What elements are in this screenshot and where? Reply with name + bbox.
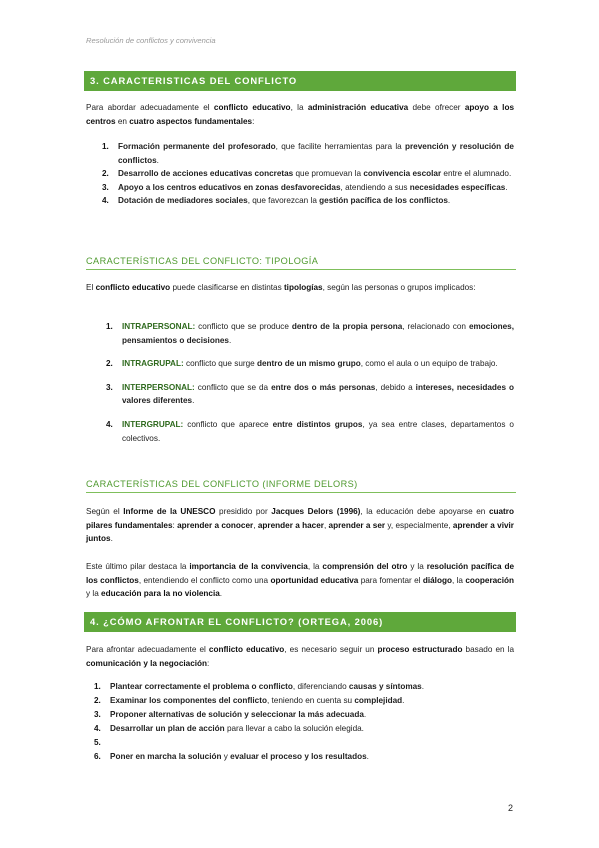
text-run: , entendiendo el conflicto como una: [138, 575, 271, 585]
text-run: conflicto que surge: [183, 359, 257, 369]
emphasis-text: Proponer alternativas de solución y seleccionar la más adecuada: [110, 710, 364, 720]
list-item: [86, 357, 514, 371]
text-run: :: [252, 116, 255, 126]
list-item-text: [110, 682, 424, 691]
emphasis-text: comprensión del otro: [322, 562, 408, 571]
text-run: .: [447, 196, 451, 206]
list-item-text: [118, 196, 450, 205]
list-item-text: [122, 420, 514, 443]
emphasis-text: dentro de un mismo grupo: [256, 359, 361, 369]
emphasis-text: gestión pacífica de los conflictos: [319, 196, 448, 206]
tipologia-list: [86, 320, 514, 455]
list-item-text: [118, 142, 514, 165]
tipologia-intro: [86, 281, 514, 295]
text-run: para llevar a cabo la solución elegida.: [224, 724, 364, 734]
text-run: presidido por: [215, 507, 272, 516]
text-run: basado en la: [462, 645, 515, 654]
emphasis-text: dentro de la propia persona: [291, 322, 403, 331]
emphasis-text: necesidades específicas: [409, 182, 506, 192]
text-run: .: [505, 182, 508, 192]
emphasis-text: resolución pacífica de los conflictos: [86, 562, 514, 585]
list-item: [86, 181, 514, 195]
text-run: :: [207, 658, 210, 668]
emphasis-text: Examinar los componentes del conflicto: [110, 696, 267, 706]
text-run: y, especialmente,: [385, 520, 453, 530]
list-item: [86, 694, 514, 708]
emphasis-text: proceso estructurado: [377, 645, 463, 654]
list-item: [86, 722, 514, 736]
list-number: 3.: [106, 382, 113, 392]
emphasis-text: conflicto educativo: [95, 283, 171, 292]
text-run: , la educación debe apoyarse en: [360, 507, 489, 516]
list-item-text: [110, 696, 404, 705]
text-run: .: [366, 752, 369, 762]
emphasis-text: aprender a vivir juntos: [86, 520, 514, 544]
text-run: ,: [253, 520, 258, 530]
text-run: , como el aula o un equipo de trabajo.: [360, 359, 498, 369]
type-label: INTRAGRUPAL:: [122, 359, 184, 369]
emphasis-text: aprender a hacer: [257, 520, 324, 530]
emphasis-text: intereses, necesidades o valores diferentes: [122, 382, 514, 406]
page-number: 2: [508, 803, 514, 813]
emphasis-text: Plantear correctamente el problema o conflicto: [110, 682, 293, 691]
list-item: [86, 194, 514, 208]
text-run: , es necesario seguir un: [284, 645, 378, 654]
emphasis-text: importancia de la convivencia: [189, 562, 308, 571]
list-number: 1.: [106, 322, 113, 331]
emphasis-text: Desarrollar un plan de acción: [110, 724, 225, 734]
emphasis-text: comunicación y la negociación: [86, 658, 208, 668]
emphasis-text: conflicto educativo: [213, 103, 291, 112]
list-number: 6.: [94, 752, 101, 762]
text-run: Este último pilar destaca la: [86, 562, 190, 571]
text-run: y la: [86, 589, 102, 599]
emphasis-text: prevención y resolución de conflictos: [118, 142, 514, 165]
text-run: .: [156, 155, 159, 165]
emphasis-text: educación para la no violencia: [101, 589, 220, 599]
text-run: , que facilite herramientas para la: [275, 142, 405, 151]
emphasis-text: entre dos o más personas: [271, 382, 376, 392]
text-run: en: [115, 116, 130, 126]
text-run: conflicto que se produce: [195, 322, 292, 331]
emphasis-text: entre distintos grupos: [272, 419, 363, 429]
text-run: Según el: [86, 507, 124, 516]
emphasis-text: Informe de la UNESCO: [123, 507, 216, 516]
emphasis-text: evaluar el proceso y los resultados: [230, 752, 367, 762]
list-item: [86, 736, 514, 750]
list-number: 4.: [102, 196, 109, 206]
aspects-list: [86, 140, 514, 208]
emphasis-text: cuatro aspectos fundamentales: [129, 116, 253, 126]
text-run: .: [192, 396, 195, 406]
text-run: , que favorezcan la: [247, 196, 320, 206]
text-run: .: [228, 335, 232, 345]
text-run: debe ofrecer: [408, 103, 465, 112]
section-4-heading: 4. ¿CÓMO AFRONTAR EL CONFLICTO? (ORTEGA, 2006): [84, 612, 516, 632]
tipologia-heading: CARACTERÍSTICAS DEL CONFLICTO: TIPOLOGÍA: [86, 256, 516, 270]
text-run: Para afrontar adecuadamente el: [86, 645, 209, 654]
text-run: , atendiendo a sus: [340, 182, 410, 192]
emphasis-text: apoyo a los centros: [86, 103, 514, 126]
emphasis-text: Formación permanente del profesorado: [118, 142, 276, 151]
list-item: [86, 381, 514, 408]
emphasis-text: Desarrollo de acciones educativas concretas: [118, 169, 294, 179]
list-item: [86, 680, 514, 694]
running-header: Resolución de conflictos y convivencia: [86, 36, 216, 45]
emphasis-text: diálogo: [422, 575, 452, 585]
text-run: conflicto que se da: [194, 382, 272, 392]
emphasis-text: Dotación de mediadores sociales: [118, 196, 248, 206]
text-run: .: [421, 682, 425, 691]
text-run: puede clasificarse en distintas: [170, 283, 284, 292]
list-item: [86, 320, 514, 347]
steps-list: [86, 680, 514, 765]
list-number: 1.: [94, 682, 101, 691]
delors-heading: CARACTERÍSTICAS DEL CONFLICTO (INFORME DELORS): [86, 479, 516, 493]
list-item-text: [118, 169, 511, 178]
list-number: 5.: [94, 738, 101, 748]
emphasis-text: oportunidad educativa: [270, 575, 359, 585]
text-run: , la: [451, 575, 466, 585]
text-run: ,: [323, 520, 329, 530]
type-label: INTERGRUPAL:: [122, 419, 184, 429]
list-item: [86, 708, 514, 722]
list-number: 2.: [102, 169, 109, 179]
emphasis-text: complejidad: [354, 696, 403, 706]
list-item-text: [122, 322, 514, 345]
list-item-text: [110, 724, 364, 733]
list-number: 4.: [106, 419, 113, 429]
emphasis-text: emociones, pensamientos o decisiones: [122, 322, 514, 345]
text-run: El: [86, 283, 96, 292]
section-3-heading: 3. CARACTERISTICAS DEL CONFLICTO: [84, 71, 516, 91]
text-run: .: [110, 534, 113, 544]
emphasis-text: tipologías: [283, 283, 323, 292]
text-run: .: [363, 710, 367, 720]
text-run: , ya sea entre clases, departamentos o colectivos.: [122, 419, 514, 443]
text-run: , relacionado con: [402, 322, 469, 331]
delors-paragraph-1: [86, 505, 514, 546]
emphasis-text: cuatro pilares fundamentales: [86, 507, 514, 530]
list-item-text: [110, 710, 366, 719]
list-number: 4.: [94, 724, 101, 734]
list-item-text: [118, 183, 508, 192]
list-number: 3.: [94, 710, 101, 720]
list-number: 3.: [102, 182, 109, 192]
text-run: .: [402, 696, 405, 706]
text-run: , diferenciando: [292, 682, 349, 691]
list-item: [86, 167, 514, 181]
delors-paragraph-2: [86, 560, 514, 601]
list-number: 1.: [102, 142, 109, 151]
text-run: , la: [307, 562, 323, 571]
emphasis-text: cooperación: [465, 575, 515, 585]
emphasis-text: aprender a conocer: [177, 520, 254, 530]
list-item-text: [110, 752, 369, 761]
emphasis-text: conflicto educativo: [208, 645, 285, 654]
list-item: [86, 140, 514, 167]
emphasis-text: Apoyo a los centros educativos en zonas desfavorecidas: [118, 182, 341, 192]
list-item-text: [122, 383, 514, 406]
text-run: para fomentar el: [358, 575, 423, 585]
text-run: conflicto que aparece: [183, 419, 273, 429]
list-item-text: [122, 359, 498, 368]
section-3-intro: [86, 101, 514, 128]
emphasis-text: administración educativa: [307, 103, 409, 112]
list-item: [86, 750, 514, 764]
list-item: [86, 418, 514, 445]
text-run: .: [219, 589, 223, 599]
text-run: Para abordar adecuadamente el: [86, 103, 214, 112]
list-number: 2.: [106, 359, 113, 369]
emphasis-text: Jacques Delors (1996): [271, 507, 361, 516]
text-run: y: [221, 752, 231, 762]
text-run: que promuevan la: [293, 169, 364, 179]
section-4-intro: [86, 643, 514, 670]
text-run: , la: [290, 103, 308, 112]
emphasis-text: Poner en marcha la solución: [110, 752, 222, 762]
text-run: , teniendo en cuenta su: [266, 696, 355, 706]
list-number: 2.: [94, 696, 101, 706]
text-run: , según las personas o grupos implicados:: [322, 283, 476, 292]
text-run: :: [172, 520, 178, 530]
emphasis-text: causas y síntomas: [348, 682, 422, 691]
type-label: INTRAPERSONAL:: [122, 322, 196, 331]
text-run: entre el alumnado.: [441, 169, 512, 179]
text-run: , debido a: [375, 382, 416, 392]
type-label: INTERPERSONAL:: [122, 382, 195, 392]
text-run: y la: [407, 562, 427, 571]
emphasis-text: convivencia escolar: [363, 169, 442, 179]
emphasis-text: aprender a ser: [328, 520, 386, 530]
